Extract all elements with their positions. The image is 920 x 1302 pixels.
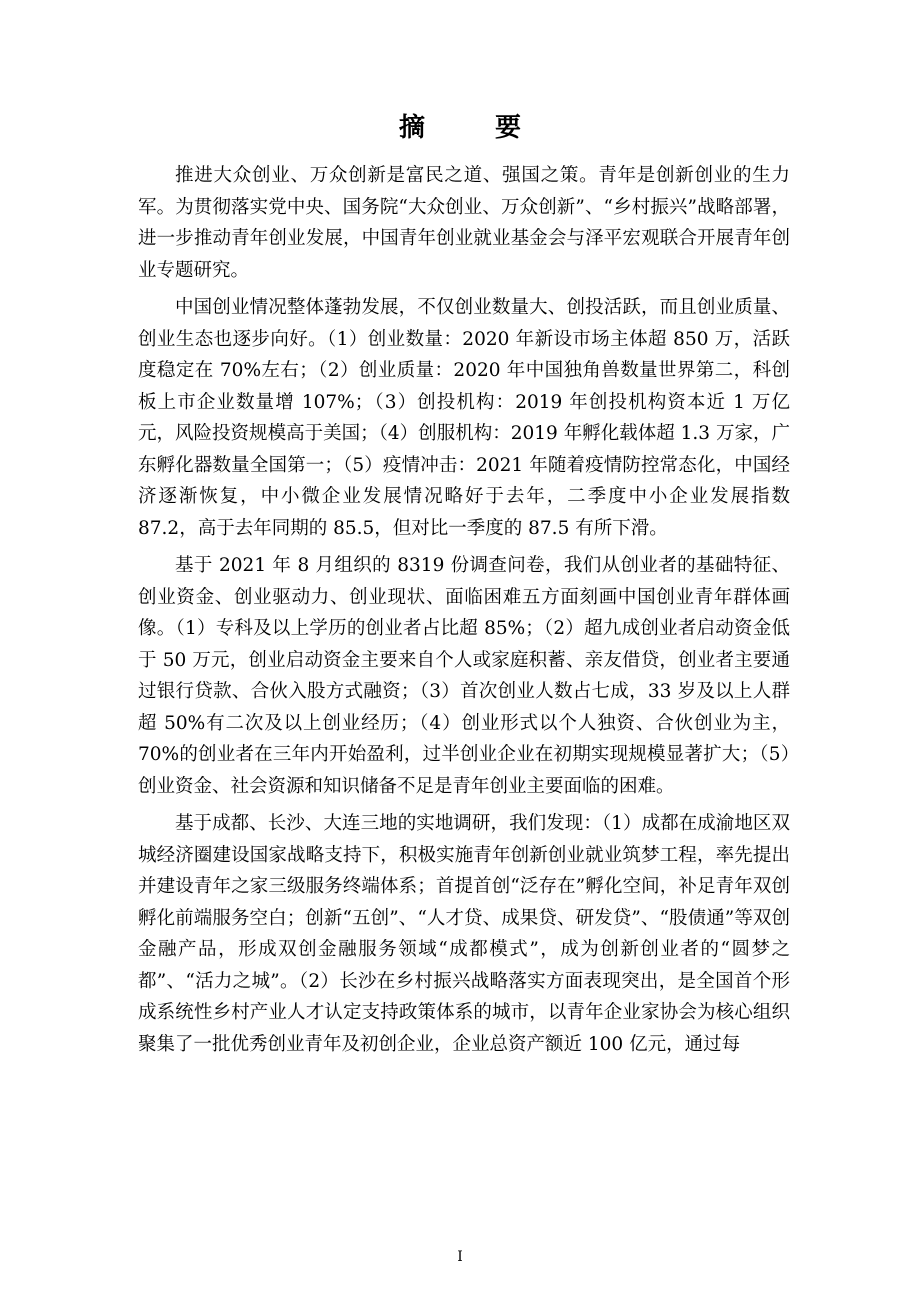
page-number: I	[457, 1249, 463, 1265]
paragraph-1: 推进大众创业、万众创新是富民之道、强国之策。青年是创新创业的生力军。为贯彻落实党中央、国务院“大众创业、万众创新”、“乡村振兴”战略部署，进一步推动青年创业发展，中国青年创业就业基金会与泽平宏观联合开展青年创业专题研究。	[138, 165, 790, 281]
abstract-body	[138, 160, 790, 1066]
page-title: 摘 要	[398, 113, 543, 143]
paragraph-3: 基于 2021 年 8 月组织的 8319 份调查问卷，我们从创业者的基础特征、创业资金、创业驱动力、创业现状、面临困难五方面刻画中国创业青年群体画像。（1）专科及以上学历的创业者占比超 85%；（2）超九成创业者启动资金低于 50 万元，创业启动资金主要来自个人或家庭积蓄、亲友借贷，创业者主要通过银行贷款、合伙入股方式融资；（3）首次创业人数占七成，33 岁及以上人群超 50%有二次及以上创业经历；（4）创业形式以个人独资、合伙创业为主，70%的创业者在三年内开始盈利，过半创业企业在初期实现规模显著扩大；（5）创业资金、社会资源和知识储备不足是青年创业主要面临的困难。	[138, 555, 790, 797]
paragraph-4: 基于成都、长沙、大连三地的实地调研，我们发现：（1）成都在成渝地区双城经济圈建设国家战略支持下，积极实施青年创新创业就业筑梦工程，率先提出并建设青年之家三级服务终端体系；首提首创“泛存在”孵化空间，补足青年双创孵化前端服务空白；创新“五创”、“人才贷、成果贷、研发贷”、“股债通”等双创金融产品，形成双创金融服务领域“成都模式”，成为创新创业者的“圆梦之都”、“活力之城”。（2）长沙在乡村振兴战略落实方面表现突出，是全国首个形成系统性乡村产业人才认定支持政策体系的城市，以青年企业家协会为核心组织聚集了一批优秀创业青年及初创企业，企业总资产额近 100 亿元，通过每	[138, 813, 790, 1055]
paragraph-2: 中国创业情况整体蓬勃发展，不仅创业数量大、创投活跃，而且创业质量、创业生态也逐步向好。（1）创业数量：2020 年新设市场主体超 850 万，活跃度稳定在 70%左右；（2）创业质量：2020 年中国独角兽数量世界第二，科创板上市企业数量增 107%；（3）创投机构：2019 年创投机构资本近 1 万亿元，风险投资规模高于美国；（4）创服机构：2019 年孵化载体超 1.3 万家，广东孵化器数量全国第一；（5）疫情冲击：2021 年随着疫情防控常态化，中国经济逐渐恢复，中小微企业发展情况略好于去年，二季度中小企业发展指数 87.2，高于去年同期的 85.5，但对比一季度的 87.5 有所下滑。	[138, 297, 790, 539]
